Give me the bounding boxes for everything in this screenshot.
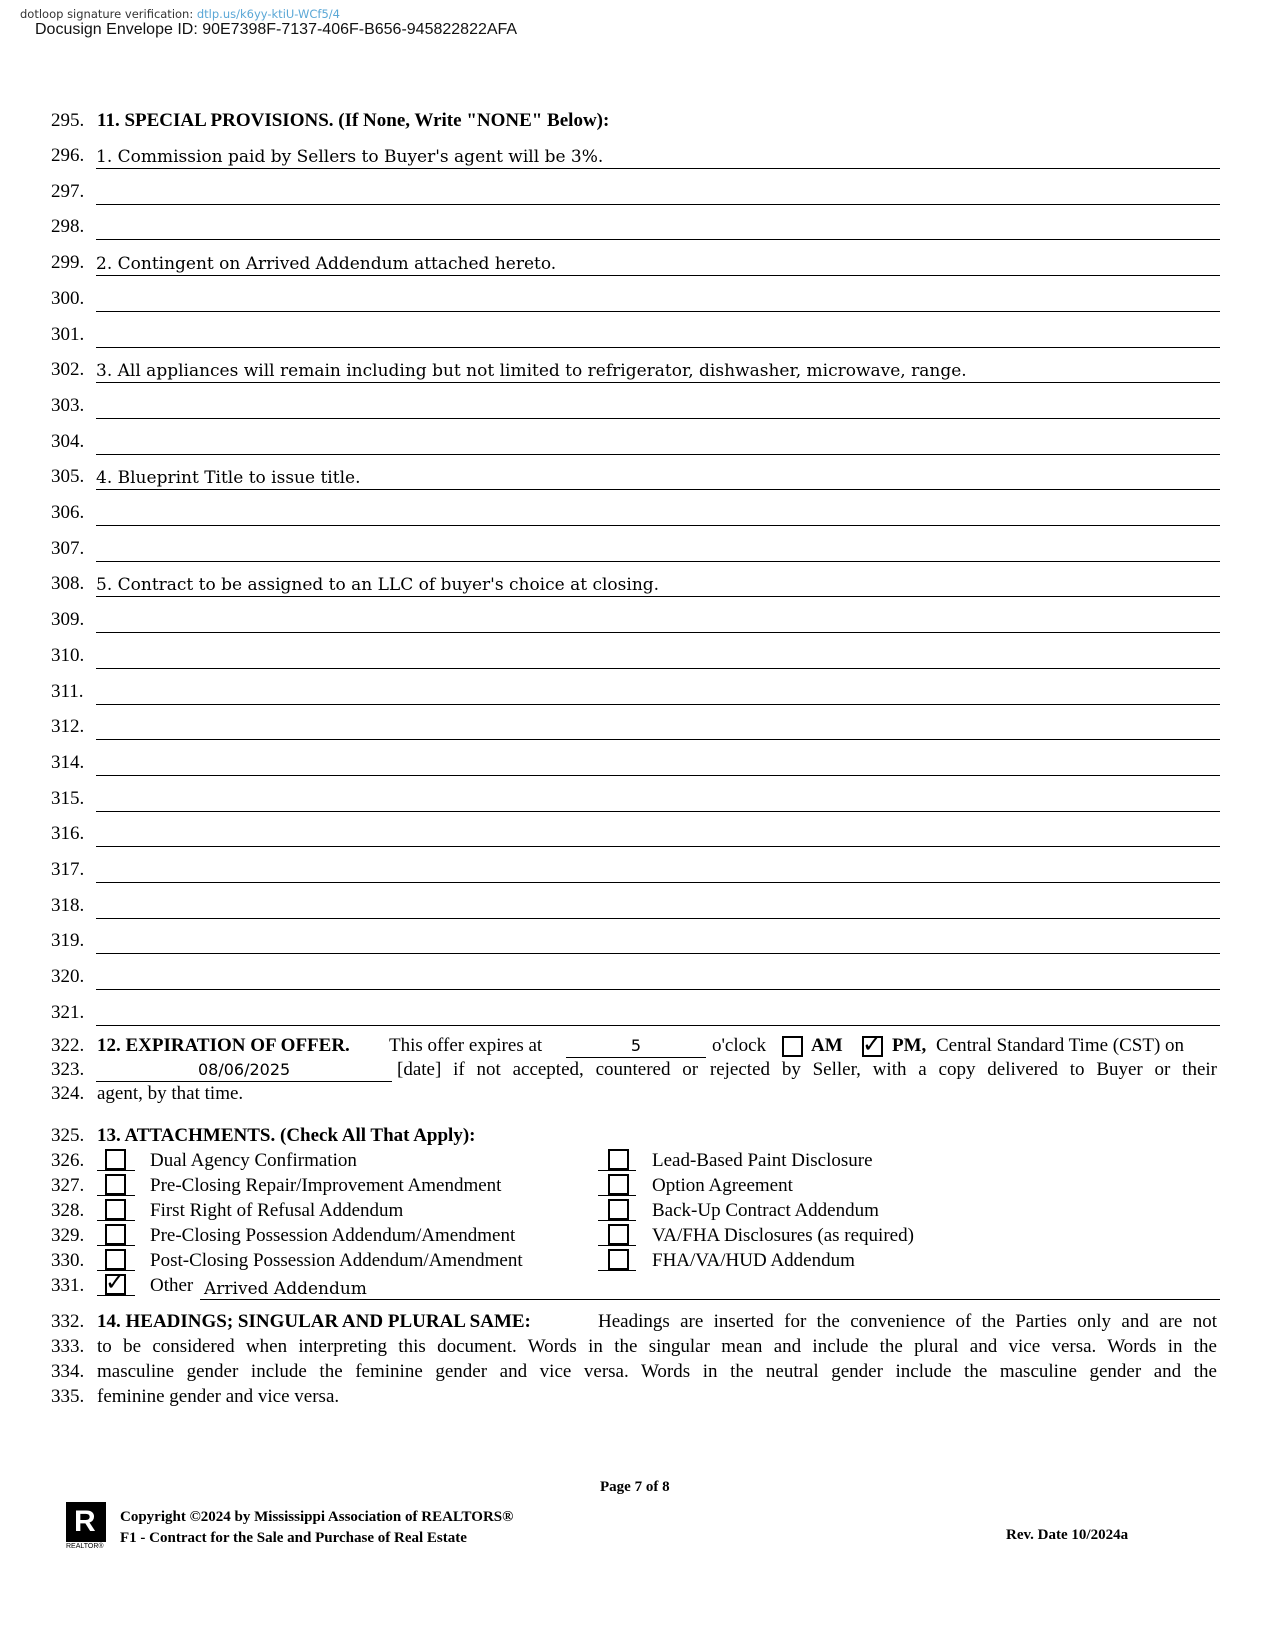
line-number: 318. bbox=[51, 894, 85, 916]
other-label: Other bbox=[150, 1275, 194, 1296]
dotloop-verification bbox=[20, 7, 340, 21]
checkbox-underline bbox=[598, 1170, 636, 1171]
line-number: 304. bbox=[51, 430, 85, 452]
attachment-checkbox[interactable] bbox=[105, 1249, 126, 1270]
line-number: 302. bbox=[51, 359, 85, 381]
realtor-logo-caption: REALTOR® bbox=[66, 1543, 104, 1550]
realtor-logo-letter: R bbox=[74, 1505, 96, 1538]
provision-line bbox=[96, 882, 1220, 883]
provision-text[interactable]: 4. Blueprint Title to issue title. bbox=[96, 468, 361, 489]
line-number: 319. bbox=[51, 930, 85, 952]
cst-text: Central Standard Time (CST) on bbox=[936, 1035, 1185, 1056]
attachment-checkbox[interactable] bbox=[608, 1224, 629, 1245]
line-number: 323. bbox=[51, 1059, 85, 1080]
expiration-text-line3: agent, by that time. bbox=[97, 1083, 244, 1104]
checkbox-underline bbox=[97, 1245, 135, 1246]
attachment-label: VA/FHA Disclosures (as required) bbox=[652, 1225, 914, 1246]
attachment-checkbox[interactable] bbox=[608, 1149, 629, 1170]
provision-text[interactable]: 1. Commission paid by Sellers to Buyer's agent will be 3%. bbox=[96, 147, 604, 167]
expiration-text-line2: [date] if not accepted, countered or rejected by Seller, with a copy delivered to Buyer or their bbox=[397, 1059, 1217, 1080]
section-14-line2: to be considered when interpreting this document. Words in the singular mean and include the plural and vice versa. Words in the bbox=[97, 1336, 1217, 1357]
copyright-text: Copyright ©2024 by Mississippi Association of REALTORS® bbox=[120, 1509, 514, 1525]
verification-label: dotloop signature verification: bbox=[20, 7, 194, 21]
provision-line bbox=[96, 846, 1220, 847]
line-number: 298. bbox=[51, 216, 85, 238]
section-14-heading: 14. HEADINGS; SINGULAR AND PLURAL SAME: bbox=[97, 1311, 531, 1332]
line-number: 296. bbox=[51, 145, 85, 166]
provision-text[interactable]: 3. All appliances will remain including but not limited to refrigerator, dishwasher, microwave, range. bbox=[96, 361, 967, 382]
line-number: 330. bbox=[51, 1250, 85, 1271]
provision-line bbox=[96, 1025, 1220, 1026]
line-number: 326. bbox=[51, 1150, 85, 1171]
line-number: 315. bbox=[51, 787, 85, 809]
line-number: 327. bbox=[51, 1175, 85, 1196]
section-14-line3: masculine gender include the feminine gender and vice versa. Words in the neutral gender include the masculine gender and the bbox=[97, 1361, 1217, 1382]
provision-line bbox=[96, 382, 1220, 383]
am-label: AM bbox=[811, 1035, 843, 1056]
line-number: 320. bbox=[51, 966, 85, 988]
checkmark-icon: ✓ bbox=[862, 1030, 883, 1058]
attachment-label: First Right of Refusal Addendum bbox=[150, 1200, 404, 1221]
pm-label: PM, bbox=[892, 1035, 927, 1056]
provision-line bbox=[96, 454, 1220, 455]
provision-line bbox=[96, 239, 1220, 240]
provision-line bbox=[96, 953, 1220, 954]
attachment-checkbox[interactable] bbox=[608, 1199, 629, 1220]
attachment-label: Option Agreement bbox=[652, 1175, 793, 1196]
checkbox-underline bbox=[598, 1245, 636, 1246]
expiration-hour-field[interactable]: 5 bbox=[566, 1035, 706, 1058]
provision-line bbox=[96, 668, 1220, 669]
expires-at-text: This offer expires at bbox=[389, 1035, 543, 1056]
line-number: 310. bbox=[51, 644, 85, 666]
line-number: 297. bbox=[51, 180, 85, 202]
provision-line bbox=[96, 989, 1220, 990]
line-number: 311. bbox=[51, 680, 84, 702]
line-number: 308. bbox=[51, 573, 85, 595]
other-attachment-value[interactable]: Arrived Addendum bbox=[204, 1279, 367, 1299]
attachment-checkbox[interactable] bbox=[105, 1199, 126, 1220]
provision-line bbox=[96, 418, 1220, 419]
provision-line bbox=[96, 632, 1220, 633]
line-number: 335. bbox=[51, 1386, 85, 1407]
line-number: 324. bbox=[51, 1083, 85, 1104]
line-number: 316. bbox=[51, 823, 85, 845]
provision-line bbox=[96, 489, 1220, 490]
line-number: 322. bbox=[51, 1035, 85, 1056]
attachment-checkbox[interactable] bbox=[105, 1224, 126, 1245]
provision-text[interactable]: 2. Contingent on Arrived Addendum attached hereto. bbox=[96, 254, 557, 275]
attachment-label: Lead-Based Paint Disclosure bbox=[652, 1150, 873, 1171]
verification-link[interactable]: dtlp.us/k6yy-ktiU-WCf5/4 bbox=[196, 7, 340, 21]
docusign-envelope-id: Docusign Envelope ID: 90E7398F-7137-406F-B656-945822822AFA bbox=[35, 21, 518, 38]
attachment-label: Back-Up Contract Addendum bbox=[652, 1200, 879, 1221]
section-12-heading: 12. EXPIRATION OF OFFER. bbox=[97, 1035, 350, 1056]
checkbox-underline bbox=[97, 1195, 135, 1196]
line-number: 334. bbox=[51, 1361, 85, 1382]
line-number: 333. bbox=[51, 1336, 85, 1357]
provision-text[interactable]: 5. Contract to be assigned to an LLC of buyer's choice at closing. bbox=[96, 575, 660, 596]
provision-line bbox=[96, 561, 1220, 562]
line-number: 314. bbox=[51, 751, 85, 773]
checkmark-icon: ✓ bbox=[105, 1268, 126, 1296]
line-number: 303. bbox=[51, 394, 85, 416]
section-13-heading: 13. ATTACHMENTS. (Check All That Apply): bbox=[97, 1125, 476, 1146]
line-number: 331. bbox=[51, 1275, 85, 1296]
provision-line bbox=[96, 204, 1220, 205]
provision-line bbox=[96, 311, 1220, 312]
checkbox-underline bbox=[97, 1170, 135, 1171]
attachment-checkbox[interactable] bbox=[608, 1174, 629, 1195]
section-14-line1: Headings are inserted for the convenience of the Parties only and are not bbox=[598, 1311, 1217, 1332]
provision-line bbox=[96, 739, 1220, 740]
checkbox-underline bbox=[598, 1195, 636, 1196]
provision-line bbox=[96, 168, 1220, 169]
attachment-checkbox[interactable] bbox=[105, 1174, 126, 1195]
line-number: 305. bbox=[51, 466, 85, 488]
provision-line bbox=[96, 918, 1220, 919]
attachment-checkbox[interactable] bbox=[608, 1249, 629, 1270]
line-number: 332. bbox=[51, 1311, 85, 1332]
provision-line bbox=[96, 704, 1220, 705]
line-number: 307. bbox=[51, 537, 85, 559]
section-14-line4: feminine gender and vice versa. bbox=[97, 1386, 340, 1407]
other-attachment-underline bbox=[200, 1299, 1220, 1300]
line-number: 325. bbox=[51, 1125, 85, 1146]
provision-line bbox=[96, 596, 1220, 597]
provision-line bbox=[96, 811, 1220, 812]
line-number: 312. bbox=[51, 716, 85, 738]
expiration-date-field[interactable]: 08/06/2025 bbox=[96, 1059, 392, 1082]
form-name: F1 - Contract for the Sale and Purchase of Real Estate bbox=[120, 1530, 467, 1546]
line-number: 328. bbox=[51, 1200, 85, 1221]
line-number: 300. bbox=[51, 287, 85, 309]
provision-line bbox=[96, 275, 1220, 276]
provision-line bbox=[96, 525, 1220, 526]
oclock-text: o'clock bbox=[712, 1035, 767, 1056]
checkbox-underline bbox=[598, 1270, 636, 1271]
provision-line bbox=[96, 775, 1220, 776]
attachment-label: Pre-Closing Possession Addendum/Amendment bbox=[150, 1225, 516, 1246]
am-checkbox[interactable] bbox=[782, 1036, 803, 1057]
attachment-label: Post-Closing Possession Addendum/Amendment bbox=[150, 1250, 523, 1271]
line-number: 321. bbox=[51, 1001, 85, 1023]
provision-line bbox=[96, 347, 1220, 348]
line-number: 299. bbox=[51, 252, 85, 274]
line-number: 306. bbox=[51, 502, 85, 523]
revision-date: Rev. Date 10/2024a bbox=[1006, 1527, 1129, 1543]
attachment-label: Dual Agency Confirmation bbox=[150, 1150, 357, 1171]
line-number: 301. bbox=[51, 323, 85, 345]
checkbox-underline bbox=[97, 1220, 135, 1221]
page-number: Page 7 of 8 bbox=[600, 1479, 670, 1495]
checkbox-underline bbox=[598, 1220, 636, 1221]
attachment-checkbox[interactable] bbox=[105, 1149, 126, 1170]
attachment-label: Pre-Closing Repair/Improvement Amendment bbox=[150, 1175, 502, 1196]
line-number: 309. bbox=[51, 609, 85, 631]
line-number: 317. bbox=[51, 859, 85, 880]
line-number: 295. bbox=[51, 110, 85, 131]
section-11-heading: 11. SPECIAL PROVISIONS. (If None, Write "NONE" Below): bbox=[97, 110, 610, 131]
line-number: 329. bbox=[51, 1225, 85, 1246]
attachment-label: FHA/VA/HUD Addendum bbox=[652, 1250, 855, 1271]
realtor-logo bbox=[66, 1502, 106, 1542]
